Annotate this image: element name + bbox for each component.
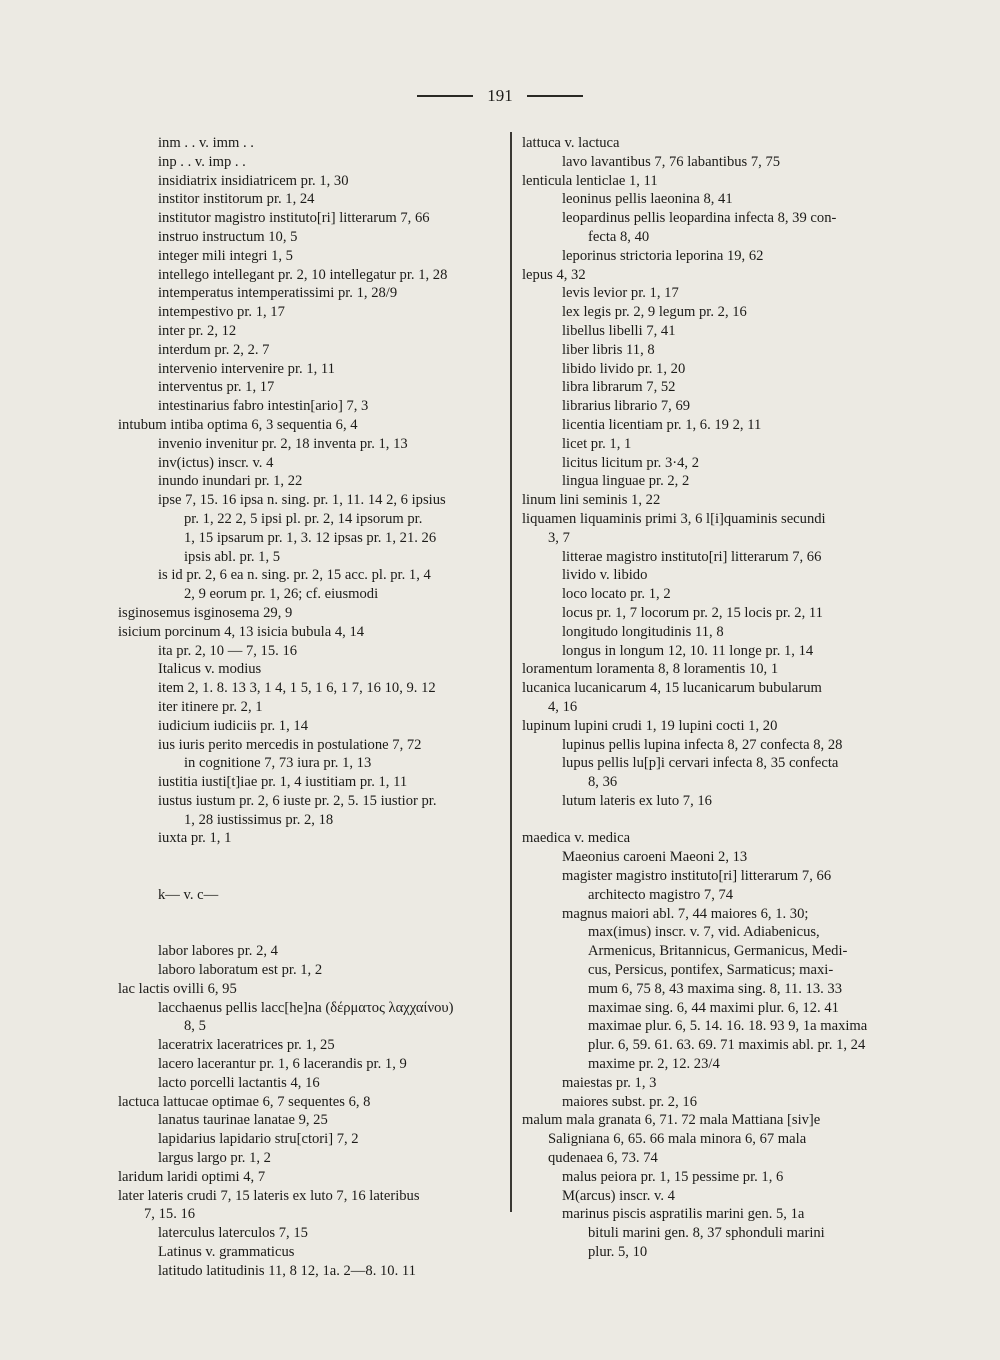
index-entry-line: inundo inundari pr. 1, 22 xyxy=(158,473,303,490)
index-entry xyxy=(118,660,506,679)
index-entry-line: lucanica lucanicarum 4, 15 lucanicarum bubularum xyxy=(522,680,822,697)
index-entry-line: lepus 4, 32 xyxy=(522,266,586,283)
index-entry-line: Latinus v. grammaticus xyxy=(158,1244,295,1261)
index-entry xyxy=(118,454,506,473)
index-entry-line: qudenaea 6, 73. 74 xyxy=(548,1150,658,1167)
index-entry xyxy=(118,999,506,1037)
index-entry-line: cus, Persicus, pontifex, Sarmaticus; maxi- xyxy=(588,962,834,979)
index-entry xyxy=(522,829,902,848)
index-entry xyxy=(118,134,506,153)
index-entry xyxy=(522,585,902,604)
left-column xyxy=(118,134,506,1281)
index-entry-line: inp . . v. imp . . xyxy=(158,153,246,170)
index-entry-line: lingua linguae pr. 2, 2 xyxy=(562,473,690,490)
index-entry-line: leoninus pellis laeonina 8, 41 xyxy=(562,191,733,208)
index-entry-line: litterae magistro instituto[ri] litterarum 7, 66 xyxy=(562,548,822,565)
index-entry-line: intervenio intervenire pr. 1, 11 xyxy=(158,360,335,377)
index-entry-line: lanatus taurinae lanatae 9, 25 xyxy=(158,1112,328,1129)
index-entry xyxy=(522,397,902,416)
index-entry xyxy=(522,1111,902,1167)
index-entry-line: ita pr. 2, 10 — 7, 15. 16 xyxy=(158,642,298,659)
index-entry xyxy=(118,1243,506,1262)
index-entry-line: Maeonius caroeni Maeoni 2, 13 xyxy=(562,849,748,866)
index-entry-line: malum mala granata 6, 71. 72 mala Mattiana [siv]e xyxy=(522,1112,821,1129)
index-entry xyxy=(118,435,506,454)
index-entry xyxy=(118,397,506,416)
index-entry xyxy=(522,266,902,285)
index-entry-line: loco locato pr. 1, 2 xyxy=(562,586,671,603)
index-entry xyxy=(118,980,506,999)
index-entry-line: lupinum lupini crudi 1, 19 lupini cocti 1, 20 xyxy=(522,717,778,734)
index-entry-line: longus in longum 12, 10. 11 longe pr. 1, 14 xyxy=(562,642,814,659)
index-entry-line: loramentum loramenta 8, 8 loramentis 10, 1 xyxy=(522,661,779,678)
index-entry-line: institutor magistro instituto[ri] litterarum 7, 66 xyxy=(158,210,430,227)
index-entry xyxy=(522,209,902,247)
index-entry-line: lupus pellis lu[p]i cervari infecta 8, 35 confecta xyxy=(562,755,839,772)
index-entry xyxy=(522,172,902,191)
index-entry-line: interventus pr. 1, 17 xyxy=(158,379,275,396)
index-entry xyxy=(118,829,506,848)
index-entry xyxy=(522,848,902,867)
index-entry-line: k— v. c— xyxy=(158,886,219,903)
index-entry xyxy=(118,736,506,774)
index-entry-line: lacchaenus pellis lacc[he]na (δέρματος λαχχαίνου) xyxy=(158,999,454,1016)
index-entry-line: bituli marini gen. 8, 37 sphonduli marini xyxy=(588,1225,825,1242)
index-entry-line: maiores subst. pr. 2, 16 xyxy=(562,1093,697,1110)
index-entry-line: lex legis pr. 2, 9 legum pr. 2, 16 xyxy=(562,304,747,321)
index-entry-line: inter pr. 2, 12 xyxy=(158,322,237,339)
index-entry-line: malus peiora pr. 1, 15 pessime pr. 1, 6 xyxy=(562,1168,784,1185)
index-entry xyxy=(522,454,902,473)
index-entry-line: intempestivo pr. 1, 17 xyxy=(158,304,285,321)
index-entry-line: integer mili integri 1, 5 xyxy=(158,247,293,264)
index-entry xyxy=(522,472,902,491)
index-entry xyxy=(522,303,902,322)
index-entry xyxy=(118,360,506,379)
index-entry xyxy=(118,961,506,980)
index-entry-line: laridum laridi optimi 4, 7 xyxy=(118,1168,266,1185)
index-entry xyxy=(118,1111,506,1130)
index-entry-line: lattuca v. lactuca xyxy=(522,135,620,151)
index-entry-line: 8, 5 xyxy=(184,1018,206,1035)
index-entry xyxy=(118,1036,506,1055)
index-entry xyxy=(118,604,506,623)
index-entry-line: leopardinus pellis leopardina infecta 8, 39 con- xyxy=(562,210,837,227)
index-entry-line: max(imus) inscr. v. 7, vid. Adiabenicus, xyxy=(588,924,820,941)
index-entry-line: lutum lateris ex luto 7, 16 xyxy=(562,792,712,809)
index-entry-line: marinus piscis aspratilis marini gen. 5, 1a xyxy=(562,1206,805,1223)
index-entry-line: in cognitione 7, 73 iura pr. 1, 13 xyxy=(184,755,372,772)
index-entry xyxy=(522,548,902,567)
index-entry-line: ipse 7, 15. 16 ipsa n. sing. pr. 1, 11. 14 2, 6 ipsius xyxy=(158,492,446,509)
index-entry xyxy=(118,1149,506,1168)
index-entry-line: 3, 7 xyxy=(548,529,570,546)
index-entry xyxy=(522,134,902,153)
index-entry-line: item 2, 1. 8. 13 3, 1 4, 1 5, 1 6, 1 7, 16 10, 9. 12 xyxy=(158,680,436,697)
index-entry xyxy=(522,341,902,360)
index-entry-line: iter itinere pr. 2, 1 xyxy=(158,698,263,715)
index-entry xyxy=(522,435,902,454)
index-entry-line: magnus maiori abl. 7, 44 maiores 6, 1. 30; xyxy=(562,905,809,922)
index-entry-line: maiestas pr. 1, 3 xyxy=(562,1074,657,1091)
index-entry-line: iuxta pr. 1, 1 xyxy=(158,830,232,847)
index-entry xyxy=(522,378,902,397)
index-entry-line: lacero lacerantur pr. 1, 6 lacerandis pr. 1, 9 xyxy=(158,1056,407,1073)
index-entry xyxy=(522,416,902,435)
index-entry xyxy=(118,303,506,322)
index-entry-line: isicium porcinum 4, 13 isicia bubula 4, 14 xyxy=(118,623,365,640)
index-entry xyxy=(522,679,902,717)
index-entry-line: longitudo longitudinis 11, 8 xyxy=(562,623,724,640)
index-entry xyxy=(522,360,902,379)
right-column xyxy=(522,134,902,1262)
index-entry-line: lacto porcelli lactantis 4, 16 xyxy=(158,1074,320,1091)
index-entry-line: inv(ictus) inscr. v. 4 xyxy=(158,454,274,471)
index-entry-line: architecto magistro 7, 74 xyxy=(588,886,734,903)
index-entry-line: plur. 6, 59. 61. 63. 69. 71 maximis abl. pr. 1, 24 xyxy=(588,1037,866,1054)
index-entry xyxy=(118,322,506,341)
index-entry xyxy=(522,1093,902,1112)
index-entry xyxy=(118,1074,506,1093)
index-entry xyxy=(118,416,506,435)
index-entry-line: Armenicus, Britannicus, Germanicus, Medi- xyxy=(588,943,848,960)
index-entry-line: licitus licitum pr. 3·4, 2 xyxy=(562,454,700,471)
index-entry-line: intellego intellegant pr. 2, 10 intellegatur pr. 1, 28 xyxy=(158,266,448,283)
index-entry xyxy=(522,867,902,905)
index-entry-line: librarius librario 7, 69 xyxy=(562,398,691,415)
index-entry-line: levis levior pr. 1, 17 xyxy=(562,285,679,302)
index-entry-line: interdum pr. 2, 2. 7 xyxy=(158,341,270,358)
index-entry-line: Saligniana 6, 65. 66 mala minora 6, 67 mala xyxy=(548,1131,807,1148)
page-number: 191 xyxy=(487,86,513,105)
index-entry-line: Italicus v. modius xyxy=(158,661,262,678)
index-entry xyxy=(522,660,902,679)
index-entry-line: pr. 1, 22 2, 5 ipsi pl. pr. 2, 14 ipsorum pr. xyxy=(184,510,423,527)
index-entry xyxy=(522,604,902,623)
index-entry-line: 1, 28 iustissimus pr. 2, 18 xyxy=(184,811,334,828)
index-entry-line: largus largo pr. 1, 2 xyxy=(158,1150,271,1167)
index-entry xyxy=(522,284,902,303)
index-entry-line: licet pr. 1, 1 xyxy=(562,435,632,452)
index-entry xyxy=(118,153,506,172)
index-entry-line: iustitia iusti[t]iae pr. 1, 4 iustitiam pr. 1, 11 xyxy=(158,774,408,791)
index-entry xyxy=(118,792,506,830)
index-entry-line: liber libris 11, 8 xyxy=(562,341,655,358)
index-entry-line: ipsis abl. pr. 1, 5 xyxy=(184,548,281,565)
index-entry xyxy=(118,698,506,717)
index-entry-line: linum lini seminis 1, 22 xyxy=(522,492,661,509)
index-entry xyxy=(118,247,506,266)
index-entry-line: plur. 5, 10 xyxy=(588,1244,648,1261)
index-entry-line: inm . . v. imm . . xyxy=(158,135,254,151)
index-entry-line: leporinus strictoria leporina 19, 62 xyxy=(562,247,764,264)
index-entry-line: lactuca lattucae optimae 6, 7 sequentes 6, 8 xyxy=(118,1093,371,1110)
index-entry xyxy=(118,1224,506,1243)
index-entry-line: is id pr. 2, 6 ea n. sing. pr. 2, 15 acc. pl. pr. 1, 4 xyxy=(158,567,431,584)
index-entry-line: maxime pr. 2, 12. 23/4 xyxy=(588,1056,720,1073)
index-entry-line: livido v. libido xyxy=(562,567,648,584)
index-entry xyxy=(118,209,506,228)
index-entry xyxy=(522,322,902,341)
index-entry-line: lapidarius lapidario stru[ctori] 7, 2 xyxy=(158,1131,359,1148)
index-entry-line: maedica v. medica xyxy=(522,830,631,847)
header-rule-right xyxy=(527,95,583,97)
index-entry xyxy=(522,153,902,172)
index-entry xyxy=(118,1168,506,1187)
header-rule-left xyxy=(417,95,473,97)
index-entry-line: ius iuris perito mercedis in postulatione 7, 72 xyxy=(158,736,422,753)
index-entry-line: institor institorum pr. 1, 24 xyxy=(158,191,315,208)
index-entry xyxy=(118,679,506,698)
index-entry-line: maximae sing. 6, 44 maximi plur. 6, 12. 41 xyxy=(588,999,839,1016)
index-entry-line: invenio invenitur pr. 2, 18 inventa pr. 1, 13 xyxy=(158,435,408,452)
index-entry xyxy=(522,754,902,792)
index-entry-line: laceratrix laceratrices pr. 1, 25 xyxy=(158,1037,335,1054)
index-entry xyxy=(118,886,506,905)
page-header xyxy=(0,86,1000,106)
index-entry-line: magister magistro instituto[ri] litterarum 7, 66 xyxy=(562,868,832,885)
index-entry-line: liquamen liquaminis primi 3, 6 l[i]quaminis secundi xyxy=(522,510,826,527)
index-entry-line: laterculus laterculos 7, 15 xyxy=(158,1225,308,1242)
index-entry xyxy=(118,1262,506,1281)
index-entry-line: locus pr. 1, 7 locorum pr. 2, 15 locis pr. 2, 11 xyxy=(562,604,823,621)
index-entry-line: 2, 9 eorum pr. 1, 26; cf. eiusmodi xyxy=(184,586,379,603)
index-entry-line: intemperatus intemperatissimi pr. 1, 28/9 xyxy=(158,285,398,302)
index-entry xyxy=(522,566,902,585)
index-entry-line: libra librarum 7, 52 xyxy=(562,379,676,396)
index-entry xyxy=(522,1187,902,1206)
index-entry-line: mum 6, 75 8, 43 maxima sing. 8, 11. 13. 33 xyxy=(588,980,843,997)
index-entry xyxy=(118,284,506,303)
index-entry xyxy=(118,341,506,360)
index-entry xyxy=(522,190,902,209)
index-entry xyxy=(118,378,506,397)
index-entry-line: libellus libelli 7, 41 xyxy=(562,322,676,339)
index-entry xyxy=(522,247,902,266)
index-entry xyxy=(118,642,506,661)
index-entry xyxy=(522,717,902,736)
index-entry-line: isginosemus isginosema 29, 9 xyxy=(118,604,293,621)
index-entry-line: licentia licentiam pr. 1, 6. 19 2, 11 xyxy=(562,416,762,433)
index-entry xyxy=(118,1130,506,1149)
index-entry-line: maximae plur. 6, 5. 14. 16. 18. 93 9, 1a maxima xyxy=(588,1018,868,1035)
index-entry xyxy=(118,566,506,604)
index-entry xyxy=(118,472,506,491)
index-entry-line: libido livido pr. 1, 20 xyxy=(562,360,686,377)
index-entry-line: lupinus pellis lupina infecta 8, 27 confecta 8, 28 xyxy=(562,736,843,753)
index-entry xyxy=(522,905,902,1074)
index-entry-line: latitudo latitudinis 11, 8 12, 1a. 2—8. 10. 11 xyxy=(158,1262,416,1279)
index-entry xyxy=(118,717,506,736)
index-entry xyxy=(522,510,902,548)
index-entry-line: intubum intiba optima 6, 3 sequentia 6, 4 xyxy=(118,416,358,433)
index-entry xyxy=(522,491,902,510)
index-entry xyxy=(522,1205,902,1261)
index-entry xyxy=(118,172,506,191)
entry-gap xyxy=(522,811,902,830)
index-entry xyxy=(118,1055,506,1074)
index-entry-line: instruo instructum 10, 5 xyxy=(158,228,298,245)
index-entry xyxy=(118,623,506,642)
index-entry xyxy=(118,773,506,792)
index-entry-line: 8, 36 xyxy=(588,774,618,791)
index-entry xyxy=(522,623,902,642)
index-entry-line: lavo lavantibus 7, 76 labantibus 7, 75 xyxy=(562,153,781,170)
index-entry-line: lac lactis ovilli 6, 95 xyxy=(118,980,237,997)
index-entry-line: iustus iustum pr. 2, 6 iuste pr. 2, 5. 15 iustior pr. xyxy=(158,792,437,809)
index-entry-line: 7, 15. 16 xyxy=(144,1206,196,1223)
index-entry xyxy=(118,266,506,285)
index-entry-line: iudicium iudiciis pr. 1, 14 xyxy=(158,717,308,734)
column-divider xyxy=(510,132,512,1212)
index-entry-line: 1, 15 ipsarum pr. 1, 3. 12 ipsas pr. 1, 21. 26 xyxy=(184,529,437,546)
index-entry xyxy=(522,736,902,755)
index-entry-line: later lateris crudi 7, 15 lateris ex luto 7, 16 lateribus xyxy=(118,1187,420,1204)
index-entry xyxy=(522,1168,902,1187)
index-entry-line: fecta 8, 40 xyxy=(588,228,650,245)
index-entry xyxy=(118,190,506,209)
index-entry xyxy=(118,1093,506,1112)
index-entry-line: M(arcus) inscr. v. 4 xyxy=(562,1187,675,1204)
entry-gap xyxy=(118,905,506,943)
index-entry xyxy=(522,642,902,661)
index-entry xyxy=(118,491,506,566)
entry-gap xyxy=(118,848,506,886)
index-entry xyxy=(118,228,506,247)
index-entry xyxy=(522,792,902,811)
index-entry xyxy=(118,1187,506,1225)
index-entry-line: lenticula lenticlae 1, 11 xyxy=(522,172,658,189)
index-entry-line: 4, 16 xyxy=(548,698,578,715)
index-entry-line: labor labores pr. 2, 4 xyxy=(158,943,278,960)
index-entry xyxy=(118,942,506,961)
index-entry xyxy=(522,1074,902,1093)
index-entry-line: insidiatrix insidiatricem pr. 1, 30 xyxy=(158,172,349,189)
index-entry-line: intestinarius fabro intestin[ario] 7, 3 xyxy=(158,398,369,415)
index-entry-line: laboro laboratum est pr. 1, 2 xyxy=(158,962,323,979)
